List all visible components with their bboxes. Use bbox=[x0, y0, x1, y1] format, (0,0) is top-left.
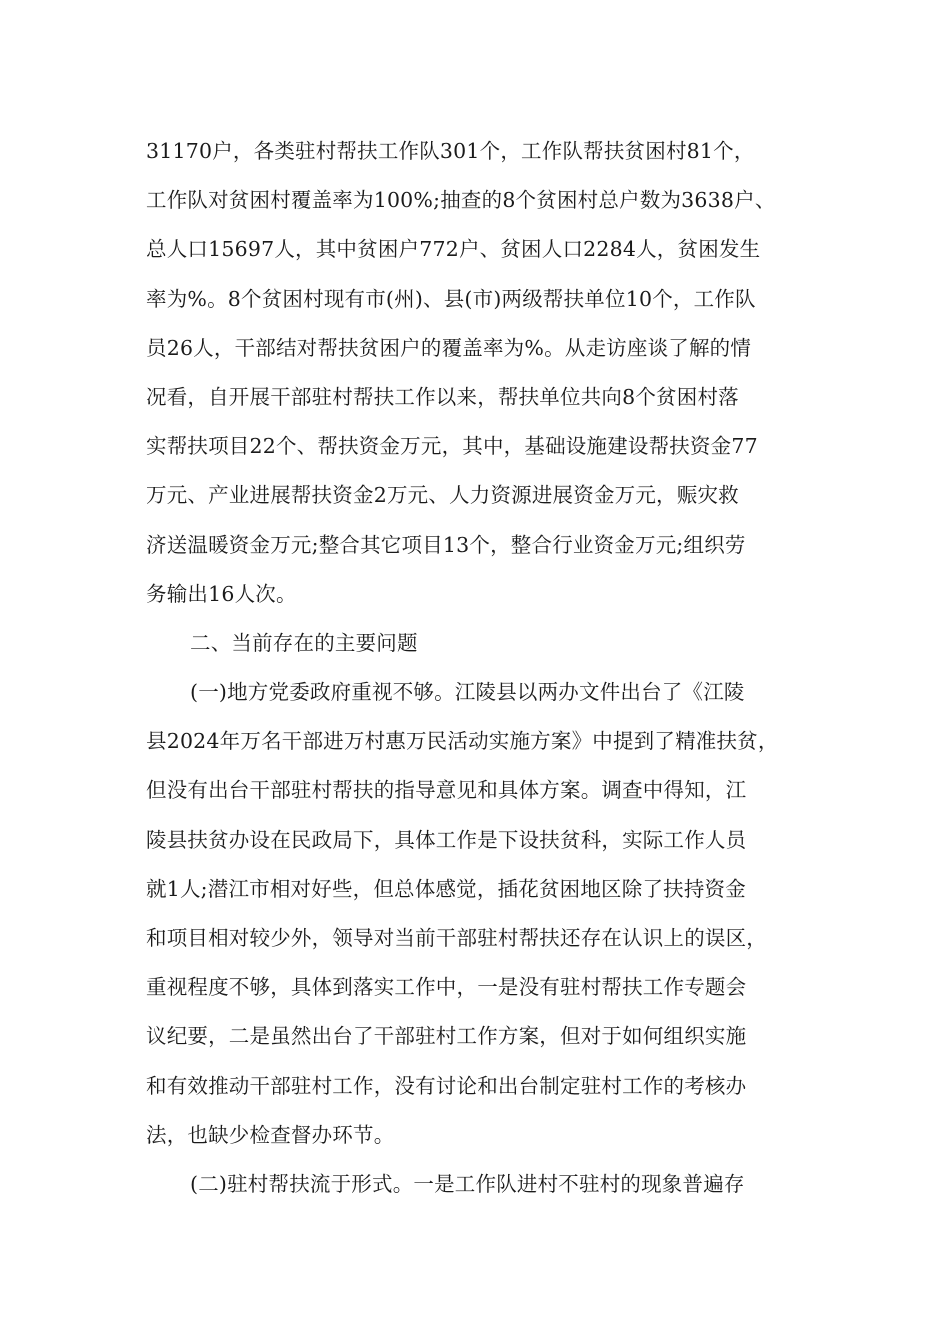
text-line: 和有效推动干部驻村工作，没有讨论和出台制定驻村工作的考核办 bbox=[146, 1073, 747, 1098]
text-line: 就1人;潜江市相对好些，但总体感觉，插花贫困地区除了扶持资金 bbox=[146, 876, 746, 901]
paragraph-start-line: (二)驻村帮扶流于形式。一是工作队进村不驻村的现象普遍存 bbox=[190, 1171, 745, 1196]
text-line: 31170户，各类驻村帮扶工作队301个，工作队帮扶贫困村81个， bbox=[146, 139, 755, 163]
text-line: 济送温暖资金万元;整合其它项目13个，整合行业资金万元;组织劳 bbox=[146, 532, 746, 557]
text-line: 实帮扶项目22个、帮扶资金万元，其中，基础设施建设帮扶资金77 bbox=[146, 434, 758, 459]
text-line: 工作队对贫困村覆盖率为100%;抽查的8个贫困村总户数为3638户、 bbox=[146, 188, 776, 213]
text-line: 员26人，干部结对帮扶贫困户的覆盖率为%。从走访座谈了解的情 bbox=[146, 335, 752, 360]
text-line: 万元、产业进展帮扶资金2万元、人力资源进展资金万元，赈灾救 bbox=[146, 483, 739, 508]
text-line: 总人口15697人，其中贫困户772户、贫困人口2284人，贫困发生 bbox=[146, 237, 761, 262]
section-heading: 二、当前存在的主要问题 bbox=[190, 630, 418, 655]
text-line: 况看，自开展干部驻村帮扶工作以来，帮扶单位共向8个贫困村落 bbox=[146, 384, 739, 409]
paragraph-start-line: (一)地方党委政府重视不够。江陵县以两办文件出台了《江陵 bbox=[190, 680, 745, 705]
text-line: 议纪要，二是虽然出台了干部驻村工作方案，但对于如何组织实施 bbox=[146, 1024, 747, 1049]
text-line: 重视程度不够，具体到落实工作中，一是没有驻村帮扶工作专题会 bbox=[146, 975, 747, 1000]
text-line: 和项目相对较少外，领导对当前干部驻村帮扶还存在认识上的误区， bbox=[146, 926, 767, 950]
text-line: 陵县扶贫办设在民政局下，具体工作是下设扶贫科，实际工作人员 bbox=[146, 827, 747, 852]
text-line: 法，也缺少检查督办环节。 bbox=[146, 1122, 395, 1147]
text-line: 但没有出台干部驻村帮扶的指导意见和具体方案。调查中得知，江 bbox=[146, 778, 747, 803]
text-line: 率为%。8个贫困村现有市(州)、县(市)两级帮扶单位10个，工作队 bbox=[146, 286, 756, 311]
text-line: 县2024年万名干部进万村惠万民活动实施方案》中提到了精准扶贫， bbox=[146, 729, 779, 754]
document-body bbox=[146, 127, 816, 1209]
text-line: 务输出16人次。 bbox=[146, 581, 297, 606]
